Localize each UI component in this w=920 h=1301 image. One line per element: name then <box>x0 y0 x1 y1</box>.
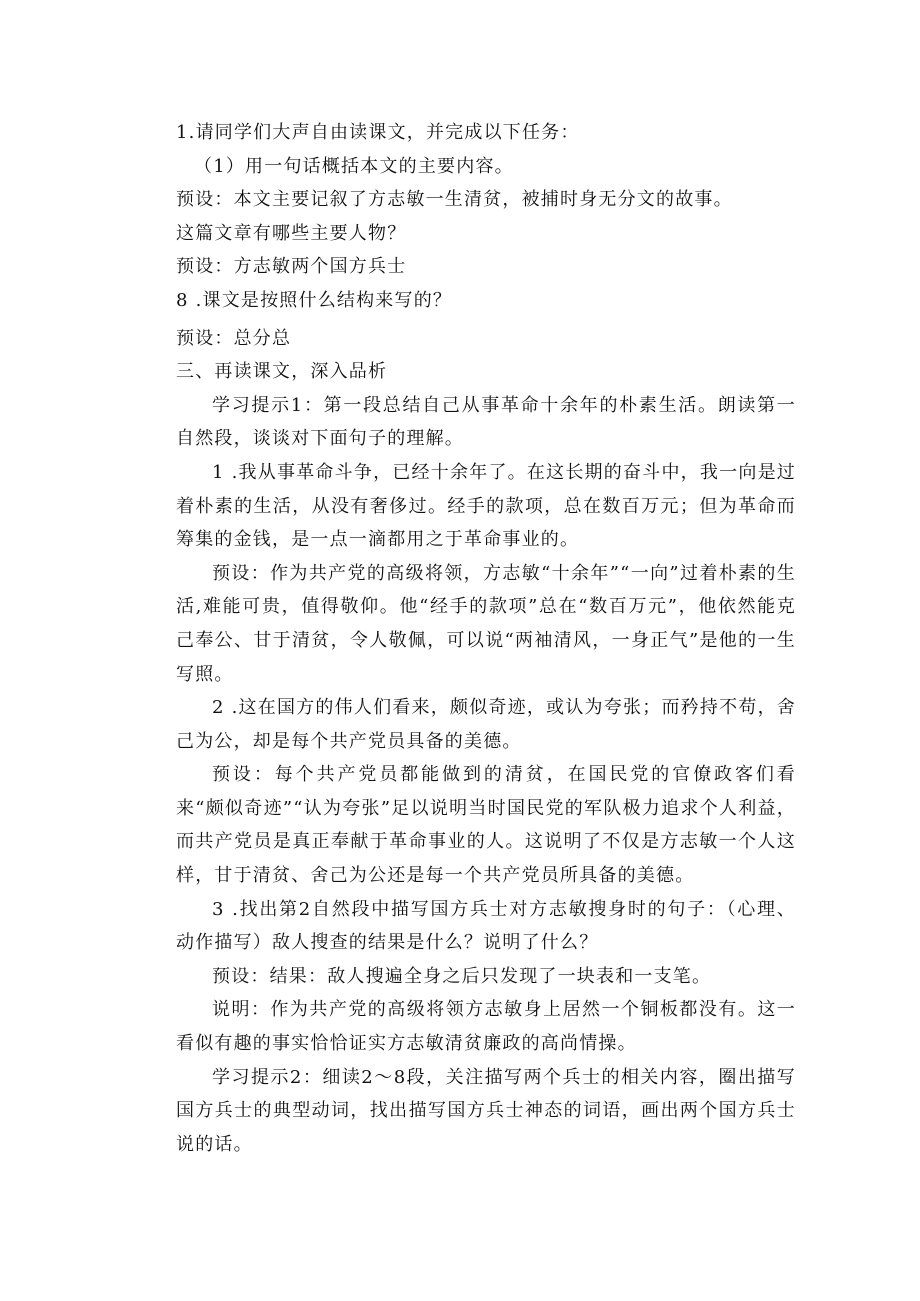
study-tip: 学习提示1：第一段总结自己从事革命十余年的朴素生活。朗读第一自然段，谈谈对下面句子的理解。 <box>176 394 796 450</box>
preset-answer: 预设：本文主要记叙了方志敏一生清贫，被捕时身无分文的故事。 <box>176 189 733 211</box>
question: 3 .找出第2自然段中描写国方兵士对方志敏搜身时的句子：（心理、动作描写）敌人搜查的结果是什么？说明了什么？ <box>176 898 796 954</box>
question: 8 .课文是按照什么结构来写的？ <box>176 289 453 311</box>
study-tip: 学习提示2：细读2～8段，关注描写两个兵士的相关内容，圈出描写国方兵士的典型动词，找出描写国方兵士神态的词语，画出两个国方兵士说的话。 <box>176 1066 796 1155</box>
preset-analysis: 预设：作为共产党的高级将领，方志敏“十余年”“一向”过着朴素的生活,难能可贵，值得敬仰。他“经手的款项”总在“数百万元”，他依然能克己奉公、甘于清贫，令人敬佩，可以说“两袖清风，一身正气”是他的一生写照。 <box>176 562 796 685</box>
section-heading: 三、再读课文，深入品析 <box>176 361 388 383</box>
question: 这篇文章有哪些主要人物？ <box>176 222 407 244</box>
preset-answer: 预设：结果：敌人搜遍全身之后只发现了一块表和一支笔。 <box>212 965 712 987</box>
preset-answer: 预设：方志敏两个国方兵士 <box>176 256 407 278</box>
document-body <box>176 116 796 1161</box>
preset-analysis: 预设：每个共产党员都能做到的清贫，在国民党的官僚政客们看来“颇似奇迹”“认为夸张”足以说明当时国民党的军队极力追求个人利益，而共产党员是真正奉献于革命事业的人。这说明了不仅是方志敏一个人这样，甘于清贫、舍己为公还是每一个共产党员所具备的美德。 <box>176 764 796 887</box>
quoted-sentence: 1 .我从事革命斗争，已经十余年了。在这长期的奋斗中，我一向是过着朴素的生活，从没有奢侈过。经手的款项，总在数百万元；但为革命而筹集的金钱，是一点一滴都用之于革命事业的。 <box>176 461 796 551</box>
preset-answer: 预设：总分总 <box>176 327 292 349</box>
explanation: 说明：作为共产党的高级将领方志敏身上居然一个铜板都没有。这一看似有趣的事实恰恰证实方志敏清贫廉政的高尚情操。 <box>176 999 796 1055</box>
sub-task: （1）用一句话概括本文的主要内容。 <box>194 155 514 177</box>
quoted-sentence: 2 .这在国方的伟人们看来，颇似奇迹，或认为夸张；而矜持不苟，舍己为公，却是每个共产党员具备的美德。 <box>176 697 796 752</box>
task-heading: 1.请同学们大声自由读课文，并完成以下任务： <box>176 122 580 143</box>
